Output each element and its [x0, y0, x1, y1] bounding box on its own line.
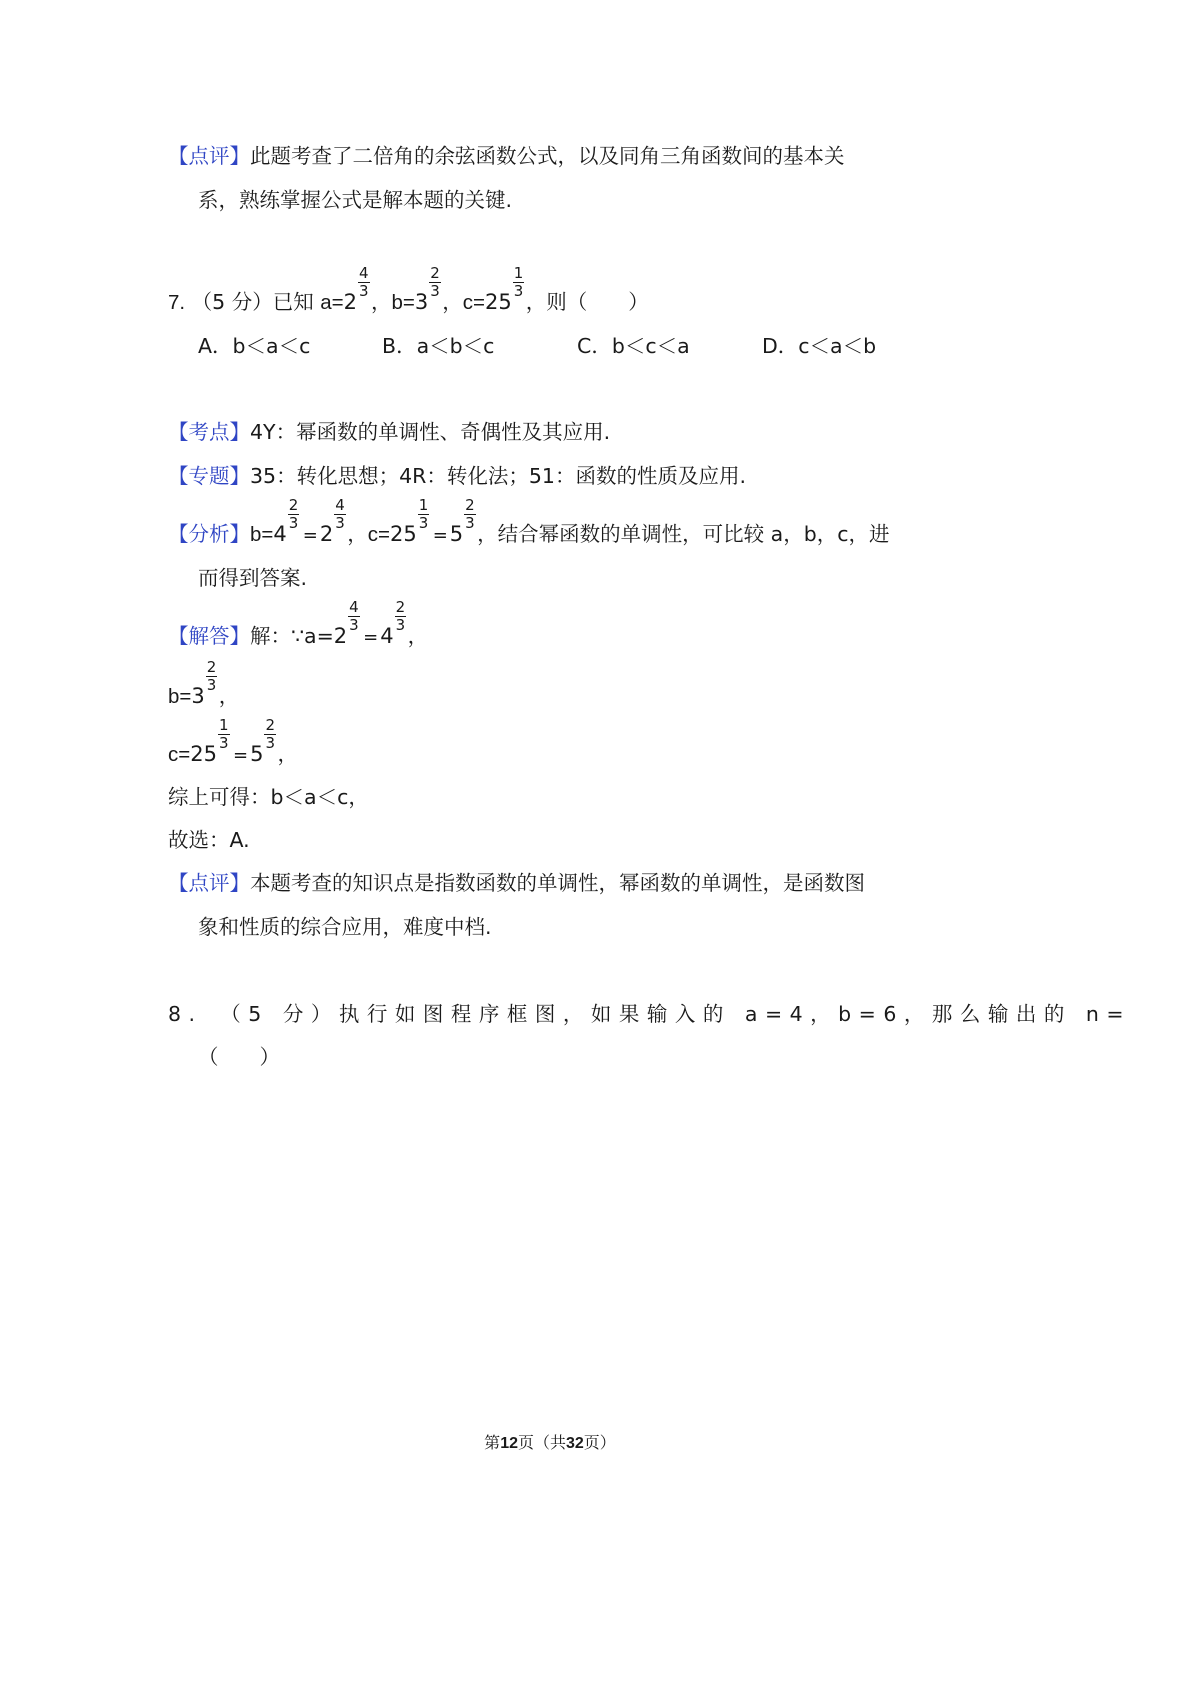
c-label: c= [462, 291, 485, 314]
question-score: （5 分） [191, 290, 273, 314]
review-text: 此题考查了二倍角的余弦函数公式，以及同角三角函数间的基本关 [250, 144, 845, 168]
power-c: 25 $\frac{1}{3}$ [484, 264, 524, 314]
question-7-options [0, 332, 1100, 360]
question-8-line-2: （ ） [198, 1045, 280, 1069]
jieda-tag: 【解答】 [168, 624, 250, 648]
review-text: 本题考查的知识点是指数函数的单调性，幂函数的单调性，是函数图 [250, 871, 865, 895]
option-c: C．b＜c＜a [577, 334, 690, 358]
option-b: B．a＜b＜c [382, 334, 495, 358]
zhuanti-tag: 【专题】 [168, 464, 250, 488]
jieda-line-b: b=3 $\frac{2}{3}$ ， [168, 658, 240, 708]
power-b: 3 $\frac{2}{3}$ [414, 264, 440, 314]
zhuanti-line [168, 462, 746, 490]
fenxi-tag: 【分析】 [168, 522, 250, 546]
power-a-2: 4 $\frac{2}{3}$ [380, 598, 406, 648]
fenxi-line-2: 而得到答案. [198, 566, 308, 590]
power-b-1: 4 $\frac{2}{3}$ [273, 496, 299, 546]
jieda-line-c: c=25 $\frac{1}{3}$ =5 $\frac{2}{3}$ ， [168, 716, 298, 766]
fenxi-line-1: 【分析】b=4 $\frac{2}{3}$ =2 $\frac{4}{3}$ ，c=25 $\frac{1}{3}$ =5 $\frac{2}{3}$ ，结合幂函数的单调性，可比较 a，b，c，进 [168, 496, 890, 546]
option-d: D．c＜a＜b [762, 334, 877, 358]
review-2-line-2: 象和性质的综合应用，难度中档. [198, 915, 492, 939]
kaodian-line [168, 418, 610, 446]
power-c-4: 5 $\frac{2}{3}$ [250, 716, 275, 766]
jieda-summary: 综上可得：b＜a＜c， [168, 785, 369, 809]
page-footer: 第12页（共32页） [484, 1433, 616, 1452]
review-1-line-1 [168, 142, 845, 170]
page-total: 32 [566, 1435, 584, 1452]
power-c-1: 25 $\frac{1}{3}$ [389, 496, 429, 546]
question-8-line-1: 8. （5 分）执行如图程序框图，如果输入的 a=4，b=6，那么输出的 n= [168, 1002, 1132, 1026]
review-1-line-2: 系，熟练掌握公式是解本题的关键. [198, 188, 513, 212]
review-tag: 【点评】 [168, 144, 250, 168]
page-number: 12 [500, 1435, 518, 1452]
question-known: 已知 [272, 290, 321, 314]
jieda-choice: 故选：A. [168, 828, 250, 852]
a-label: a= [320, 291, 344, 314]
review-tag: 【点评】 [168, 871, 250, 895]
question-number: 7. [168, 291, 186, 314]
power-a: 2 $\frac{4}{3}$ [343, 264, 369, 314]
kaodian-tag: 【考点】 [168, 420, 250, 444]
question-7-stem: 7. （5 分）已知 a=2 $\frac{4}{3}$ ，b=3 $\frac{2}{3}$ ，c=25 $\frac{1}{3}$ ，则（ ） [168, 264, 649, 314]
power-b-3: 3 $\frac{2}{3}$ [191, 658, 217, 708]
jieda-line-1: 【解答】解：∵a=2 $\frac{4}{3}$ =4 $\frac{2}{3}$ ， [168, 598, 429, 648]
fenxi-tail: ，结合幂函数的单调性，可比较 a，b，c，进 [477, 522, 890, 546]
review-2-line-1 [168, 869, 865, 897]
power-b-2: 2 $\frac{4}{3}$ [319, 496, 345, 546]
b-label: b= [391, 291, 415, 314]
power-a-1: 2 $\frac{4}{3}$ [333, 598, 359, 648]
question-tail: ，则（ ） [525, 290, 649, 314]
zhuanti-text: 35：转化思想；4R：转化法；51：函数的性质及应用. [250, 464, 746, 488]
power-c-3: 25 $\frac{1}{3}$ [190, 716, 229, 766]
kaodian-text: 4Y：幂函数的单调性、奇偶性及其应用. [250, 420, 611, 444]
option-a: A．b＜a＜c [198, 334, 311, 358]
power-c-2: 5 $\frac{2}{3}$ [449, 496, 475, 546]
